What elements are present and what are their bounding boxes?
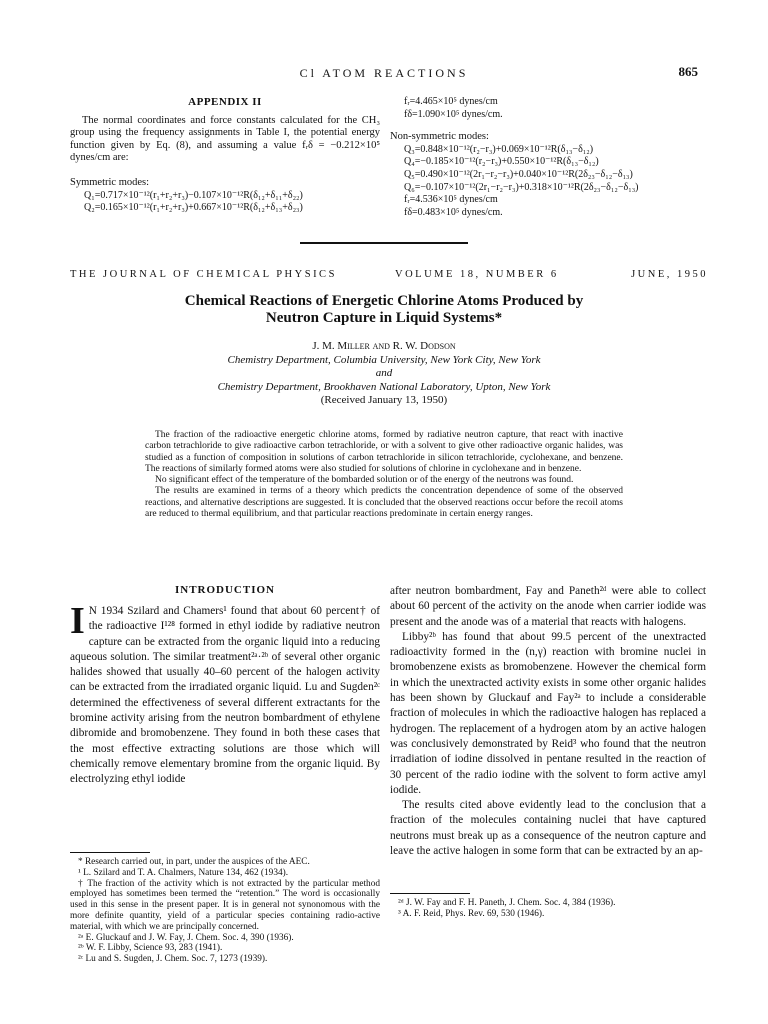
equation-q2: Q₂=0.165×10⁻¹²(r₁+r₂+r₃)+0.667×10⁻¹²R(δ₁₂+δ₁₃+δ₂₃) [84,202,303,214]
appendix-right-column [390,96,710,219]
affiliation-brookhaven: Chemistry Department, Brookhaven National Laboratory, Upton, New York [217,380,551,393]
article-title [100,293,668,327]
body-paragraph: Libby²ᵇ has found that about 99.5 percent of the unextracted radioactivity formed in the (n,γ) reaction with bromine nuclei in bromobenzene exists as bromobenzene. However the chemical form in which the unextracted activity exists in some other organic halides has been shown by Gluckauf and Fay²ᵃ to include a considerable fraction of molecules in which the radioactive halogen has replaced a hydrogen. The replacement of a hydrogen atom by an active halogen was conclusively demonstrated by Reid³ who found that the neutron irradiation of iodine dissolved in pentane resulted in the reaction of 30 percent of the radio iodine with the solvent to form active amyl iodide. [390,630,706,796]
force-constant-fdelta-ns: fδ=0.483×10⁵ dynes/cm. [404,206,503,218]
introduction-left-column [70,600,380,788]
appendix-heading: APPENDIX II [188,96,262,108]
footnote: * Research carried out, in part, under the auspices of the AEC. [78,857,310,867]
article-title-line1: Chemical Reactions of Energetic Chlorine Atoms Produced by [184,293,584,309]
force-constant-fr: fᵣ=4.465×10⁵ dynes/cm [404,96,498,107]
abstract [145,430,623,520]
footnotes-right [390,898,706,920]
equation-q3: Q₃=0.848×10⁻¹²(r₂−r₃)+0.069×10⁻¹²R(δ₁₃−δ₁₂) [404,143,594,155]
abstract-paragraph: The fraction of the radioactive energetic chlorine atoms, formed by radiative neutron capture, that react with inactive carbon tetrachloride to give radioactive carbon tetrachloride, or with a solvent to give other radioactive organic halides, was studied as a function of composition in solutions of carbon tetrachloride in silicon tetrachloride, cyclohexane, and benzene. The reactions of similarly formed atoms were also studied for solutions of chlorine in cyclohexane and in benzene. [145,430,623,474]
footnote: † The fraction of the activity which is not extracted by the particular method employed has sometimes been termed the “retention.” The word is occasionally used in this sense in the present paper. It is in general not synonomous with the more definite quantity, yield of a particular species containing radio-active material, with which we are principally concerned. [70,878,380,932]
journal-date: JUNE, 1950 [631,269,708,280]
page-number: 865 [678,64,698,79]
symmetric-modes-label: Symmetric modes: [70,176,150,188]
authors: J. M. Miller and R. W. Dodson [312,340,456,352]
appendix-intro: The normal coordinates and force constants calculated for the CH₃ group using the frequency assignments in Table I, the potential energy function given by Eq. (8), and assuming a value fᵣδ = −0.212×10⁵ dynes/cm are: [70,114,380,164]
force-constant-fdelta: fδ=1.090×10⁵ dynes/cm. [404,108,503,120]
footnote: ²ᵃ E. Gluckauf and J. W. Fay, J. Chem. Soc. 4, 390 (1936). [78,932,294,943]
introduction-left-text: N 1934 Szilard and Chamers¹ found that about 60 percent† of the radioactive I¹²⁸ formed in ethyl iodide by radiative neutron capture can be extracted from the organic liquid into a reducing aqueous solution. The similar treatment²ᵃ·²ᵇ of several other organic halides showed that usually 40–60 percent of the halogen activity can be extracted from the irradiated organic liquid. Lu and Sugden²ᶜ determined the effectiveness of several different extractants for the bromine activity arising from the neutron bombardment of ethylene dibromide and bromobenzene. They found in both these cases that the most effective extracting solutions are those which will chemically remove elementary bromine from the organic liquid. By electrolyzing ethyl iodide [70,605,380,786]
running-header-title: Cl ATOM REACTIONS [299,66,469,80]
equation-q5: Q₅=0.490×10⁻¹²(2r₁−r₂−r₃)+0.040×10⁻¹²R(2δ₂₃−δ₁₂−δ₁₃) [404,168,633,180]
introduction-right-column [390,584,706,859]
drop-cap: I [70,600,85,642]
affiliation-columbia: Chemistry Department, Columbia University, New York City, New York [227,353,541,366]
abstract-paragraph: No significant effect of the temperature of the bombarded solution or of the energy of the neutrons was found. [155,475,574,486]
footnote: ¹ L. Szilard and T. A. Chalmers, Nature 134, 462 (1934). [78,867,289,878]
received-date: (Received January 13, 1950) [320,394,448,406]
introduction-heading: INTRODUCTION [174,584,275,596]
footnotes-left [70,857,380,965]
author-block [0,340,768,408]
abstract-paragraph: The results are examined in terms of a theory which predicts the concentration dependence of some of the observed reactions, and alternative descriptions are suggested. It is concluded that the observed reactions occur before the recoil atoms are reduced to thermal equilibrium, and that particular reactions predominate in certain energy ranges. [145,486,623,520]
footnote: ²ᵈ J. W. Fay and F. H. Paneth, J. Chem. Soc. 4, 384 (1936). [398,898,616,908]
article-title-line2: Neutron Capture in Liquid Systems* [265,310,503,326]
equation-q6: Q₆=−0.107×10⁻¹²(2r₁−r₂−r₃)+0.318×10⁻¹²R(2δ₂₃−δ₁₂−δ₁₃) [404,181,639,193]
section-divider [300,242,468,244]
footnote-rule-right [390,893,470,894]
appendix-left-column [70,96,380,215]
footnote: ²ᵇ W. F. Libby, Science 93, 283 (1941). [78,943,223,954]
footnote: ³ A. F. Reid, Phys. Rev. 69, 530 (1946). [398,908,545,919]
body-paragraph: after neutron bombardment, Fay and Paneth²ᵈ were able to collect about 60 percent of the activity on the anode when carrier iodide was present and the anode was of a material that reacts with halogens. [390,585,706,628]
affiliation-and: and [375,367,393,379]
journal-volume: VOLUME 18, NUMBER 6 [395,269,559,280]
journal-name: THE JOURNAL OF CHEMICAL PHYSICS [70,269,337,280]
body-paragraph: The results cited above evidently lead to the conclusion that a fraction of the molecules containing nuclei that have captured neutrons must break up as a consequence of the neutron capture and leave the active halogen in some form that can be extracted by an ap- [390,799,706,858]
equation-q1: Q₁=0.717×10⁻¹²(r₁+r₂+r₃)−0.107×10⁻¹²R(δ₁₂+δ₁₁+δ₂₂) [84,189,303,201]
footnote: ²ᶜ Lu and S. Sugden, J. Chem. Soc. 7, 1273 (1939). [78,954,268,965]
footnote-rule-left [70,852,150,853]
nonsymmetric-modes-label: Non-symmetric modes: [390,131,489,143]
equation-q4: Q₄=−0.185×10⁻¹²(r₂−r₃)+0.550×10⁻¹²R(δ₁₃−δ₁₂) [404,156,599,168]
force-constant-fr-ns: fᵣ=4.536×10⁵ dynes/cm [404,194,498,206]
